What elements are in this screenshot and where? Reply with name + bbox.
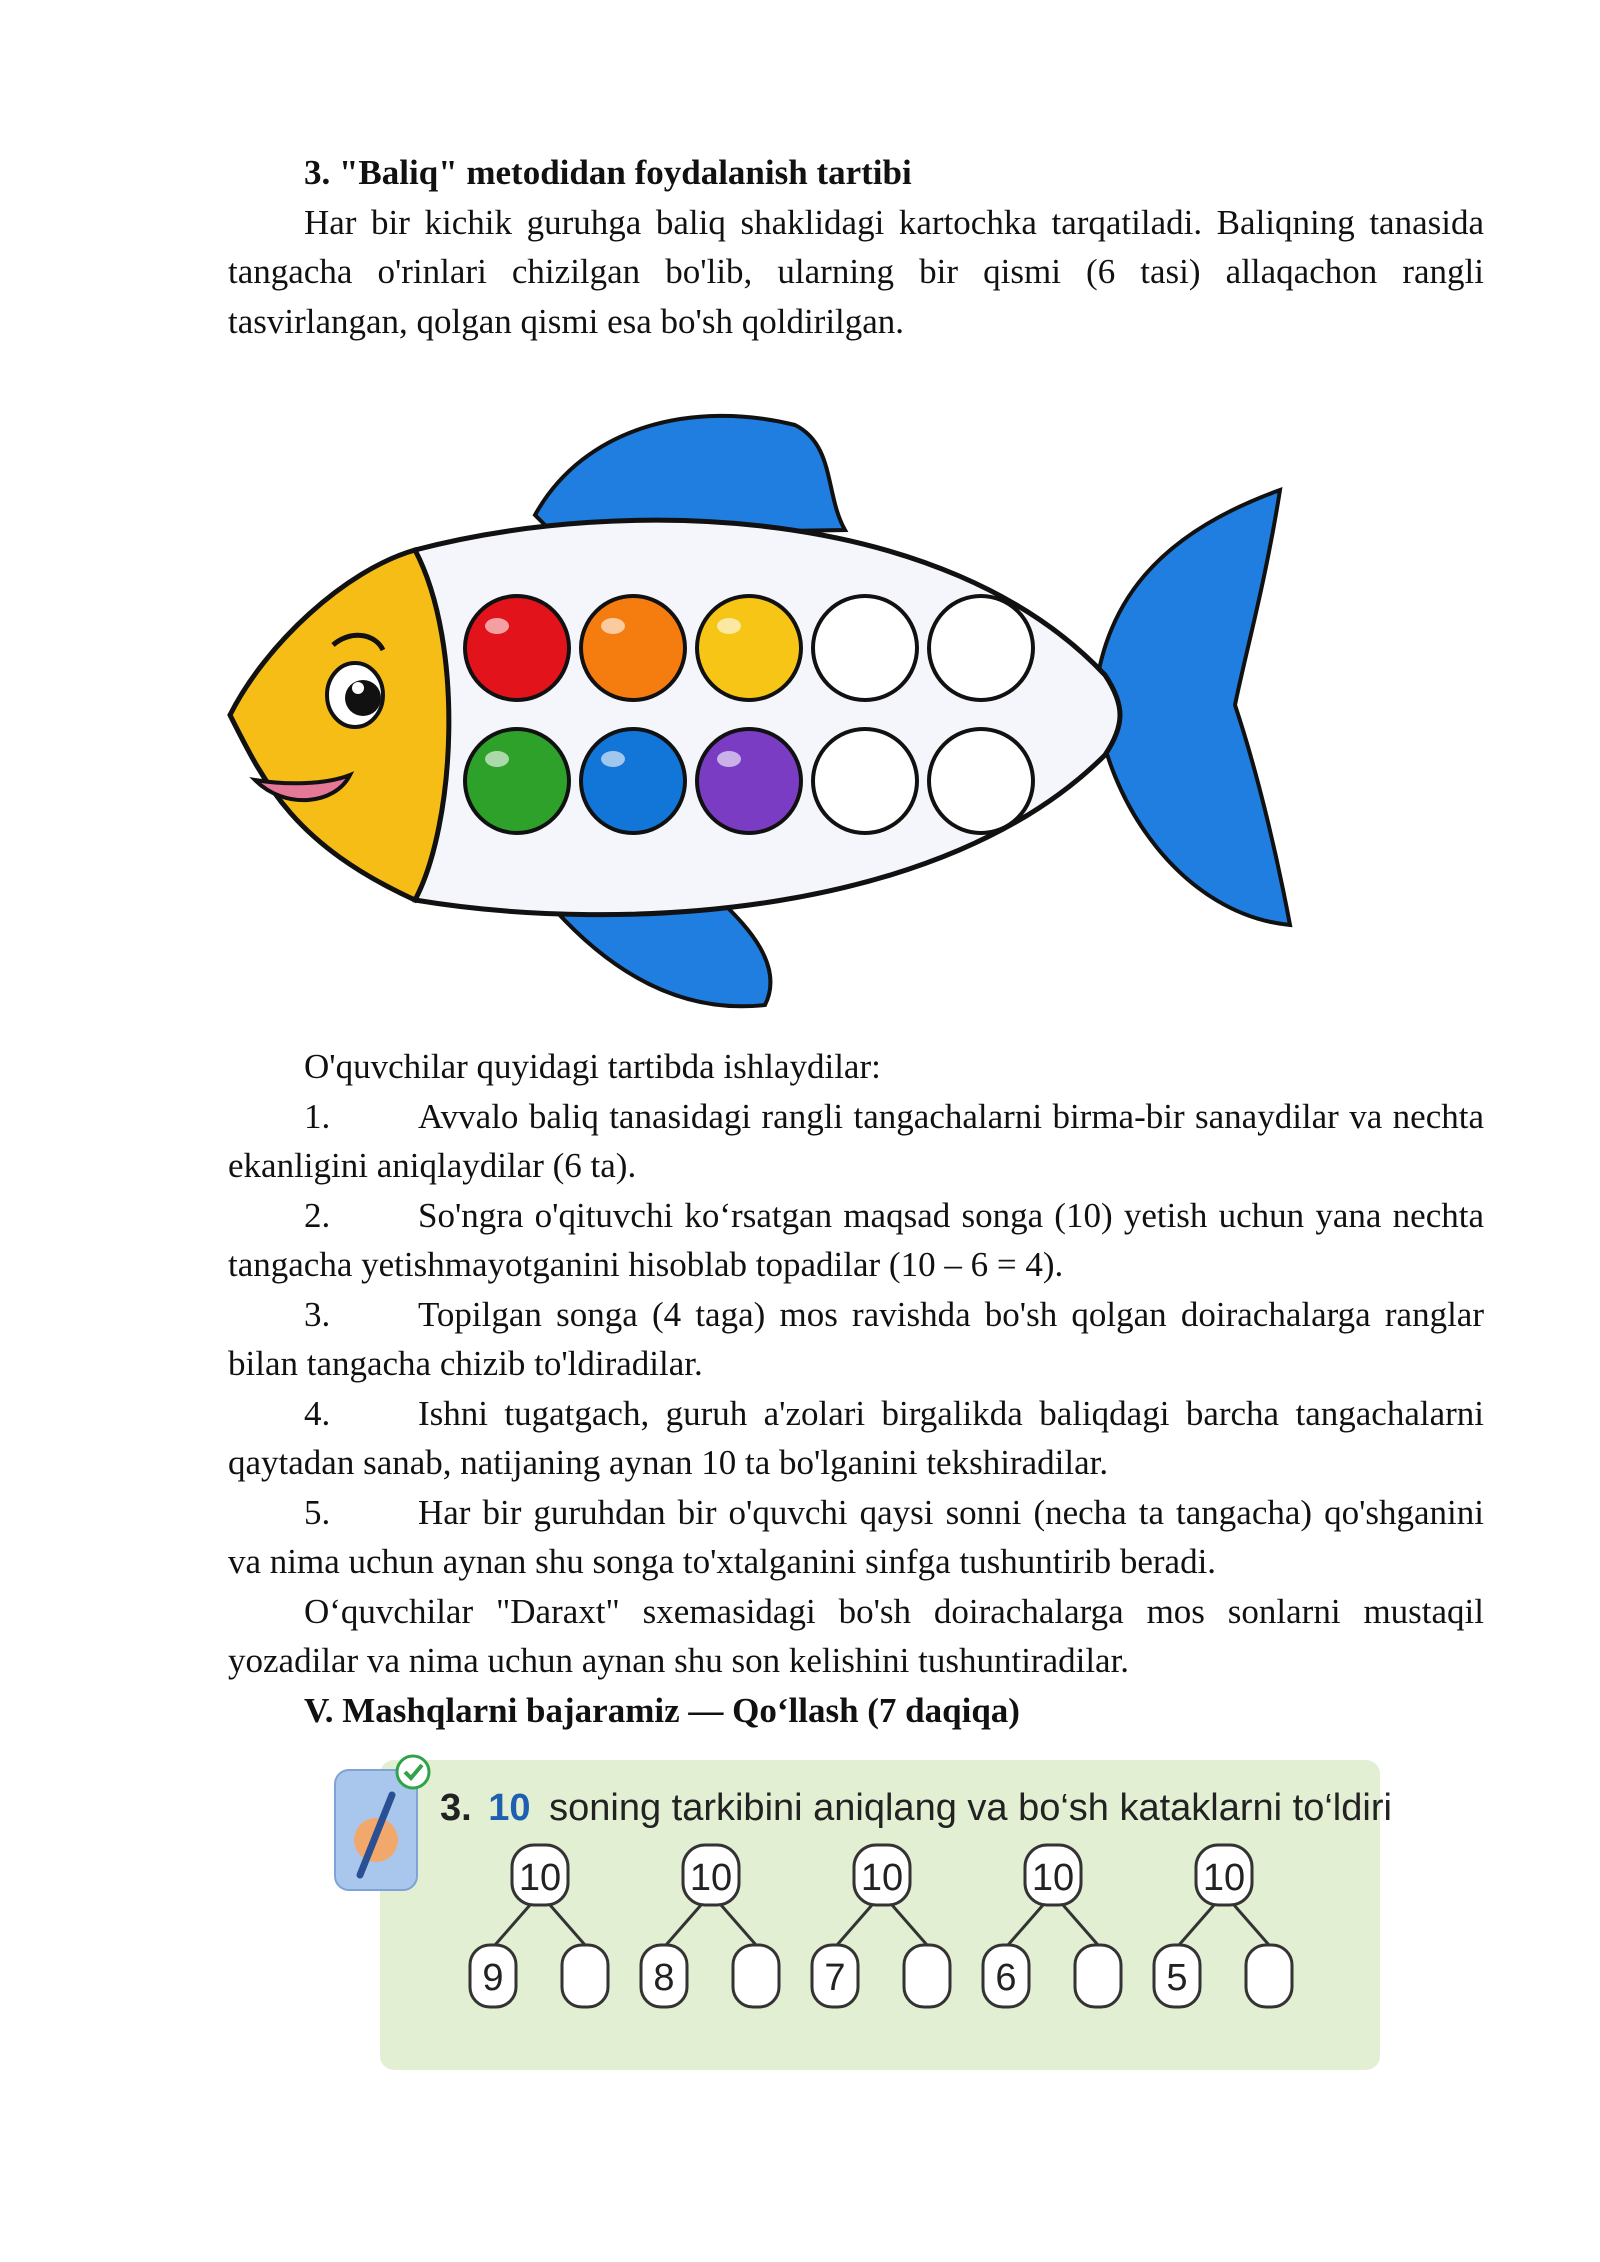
step-text: Avvalo baliq tanasidagi rangli tangachalarni birma-bir sanaydilar va nechta ekanligini aniqlaydilar (6 ta). <box>228 1096 1484 1185</box>
step-number: 2. <box>304 1195 331 1235</box>
tree-right-box[interactable] <box>562 1945 608 2007</box>
step-text: Ishni tugatgach, guruh a'zolari birgalikda baliqdagi barcha tangachalarni qaytadan sanab, natijaning aynan 10 ta bo'lganini tekshiradilar. <box>228 1393 1484 1482</box>
scale-highlight <box>601 751 625 767</box>
scale-highlight <box>601 618 625 634</box>
fish-head <box>230 550 449 900</box>
colored-scale <box>697 729 801 833</box>
fish-tail <box>1095 490 1290 925</box>
exercise-highlight: 10 <box>488 1787 531 1829</box>
tree-left-value: 7 <box>824 1957 846 1999</box>
step-item <box>228 1191 1484 1290</box>
step-text: Topilgan songa (4 taga) mos ravishda bo'sh qolgan doirachalarga ranglar bilan tangacha chizib to'ldiradilar. <box>228 1294 1484 1383</box>
step-number: 4. <box>304 1393 331 1433</box>
tree-right-box[interactable] <box>1246 1945 1292 2007</box>
colored-scale <box>581 596 685 700</box>
tree-top-value: 10 <box>689 1857 733 1899</box>
tree-right-box[interactable] <box>1075 1945 1121 2007</box>
tree-top-value: 10 <box>518 1857 562 1899</box>
scale-highlight <box>485 751 509 767</box>
colored-scale <box>581 729 685 833</box>
steps-closing: O‘quvchilar "Daraxt" sxemasidagi bo'sh doirachalarga mos sonlarni mustaqil yozadilar va nima uchun aynan shu son kelishini tushuntiradilar. <box>228 1591 1484 1680</box>
fish-body <box>415 520 1120 914</box>
exercise-instruction: soning tarkibini aniqlang va bo‘sh kataklarni to‘ldiring. <box>549 1787 1390 1829</box>
exercise-svg <box>330 1745 1390 2075</box>
steps-intro: O'quvchilar quyidagi tartibda ishlaydilar: <box>304 1047 881 1086</box>
step-item <box>228 1290 1484 1389</box>
section-3-heading: 3. "Baliq" metodidan foydalanish tartibi <box>304 153 912 192</box>
step-item <box>228 1389 1484 1488</box>
tree-right-box[interactable] <box>904 1945 950 2007</box>
step-item <box>228 1092 1484 1191</box>
tree-right-box[interactable] <box>733 1945 779 2007</box>
step-number: 5. <box>304 1492 331 1532</box>
fish-bottom-fin <box>555 905 770 1006</box>
step-number: 3. <box>304 1294 331 1334</box>
empty-scale <box>929 596 1033 700</box>
section-3-intro: Har bir kichik guruhga baliq shaklidagi kartochka tarqatiladi. Baliqning tanasida tangacha o'rinlari chizilgan bo'lib, ularning bir qismi (6 tasi) allaqachon rangli tasvirlangan, qolgan qismi esa bo'sh qoldirilgan. <box>228 202 1484 341</box>
pencil-badge-icon <box>335 1756 429 1890</box>
tree-left-value: 6 <box>995 1957 1017 1999</box>
empty-scale <box>929 729 1033 833</box>
step-number: 1. <box>304 1096 331 1136</box>
scale-highlight <box>485 618 509 634</box>
tree-left-value: 9 <box>482 1957 504 1999</box>
steps-list <box>228 1092 1484 1587</box>
scale-highlight <box>717 751 741 767</box>
empty-scale <box>813 729 917 833</box>
tree-left-value: 5 <box>1166 1957 1188 1999</box>
empty-scale <box>813 596 917 700</box>
tree-top-value: 10 <box>860 1857 904 1899</box>
step-item <box>228 1488 1484 1587</box>
step-text: So'ngra o'qituvchi ko‘rsatgan maqsad songa (10) yetish uchun yana nechta tangacha yetishmayotganini hisoblab topadilar (10 – 6 = 4). <box>228 1195 1484 1284</box>
fish-top-fin <box>535 416 845 535</box>
scale-highlight <box>717 618 741 634</box>
section-3-block <box>228 148 1484 346</box>
colored-scale <box>465 729 569 833</box>
fish-illustration <box>225 405 1295 1025</box>
tree-left-value: 8 <box>653 1957 675 1999</box>
section-5-heading: V. Mashqlarni bajaramiz — Qo‘llash (7 daqiqa) <box>304 1690 1020 1730</box>
tree-top-value: 10 <box>1202 1857 1246 1899</box>
exercise-panel <box>330 1745 1390 2075</box>
fish-svg <box>225 405 1295 1025</box>
exercise-title <box>440 1787 1390 1829</box>
step-text: Har bir guruhdan bir o'quvchi qaysi sonni (necha ta tangacha) qo'shganini va nima uchun aynan shu songa to'xtalganini sinfga tushuntirib beradi. <box>228 1492 1484 1581</box>
colored-scale <box>697 596 801 700</box>
tree-top-value: 10 <box>1031 1857 1075 1899</box>
colored-scale <box>465 596 569 700</box>
steps-block <box>228 1042 1484 1735</box>
exercise-number: 3. <box>440 1787 472 1829</box>
